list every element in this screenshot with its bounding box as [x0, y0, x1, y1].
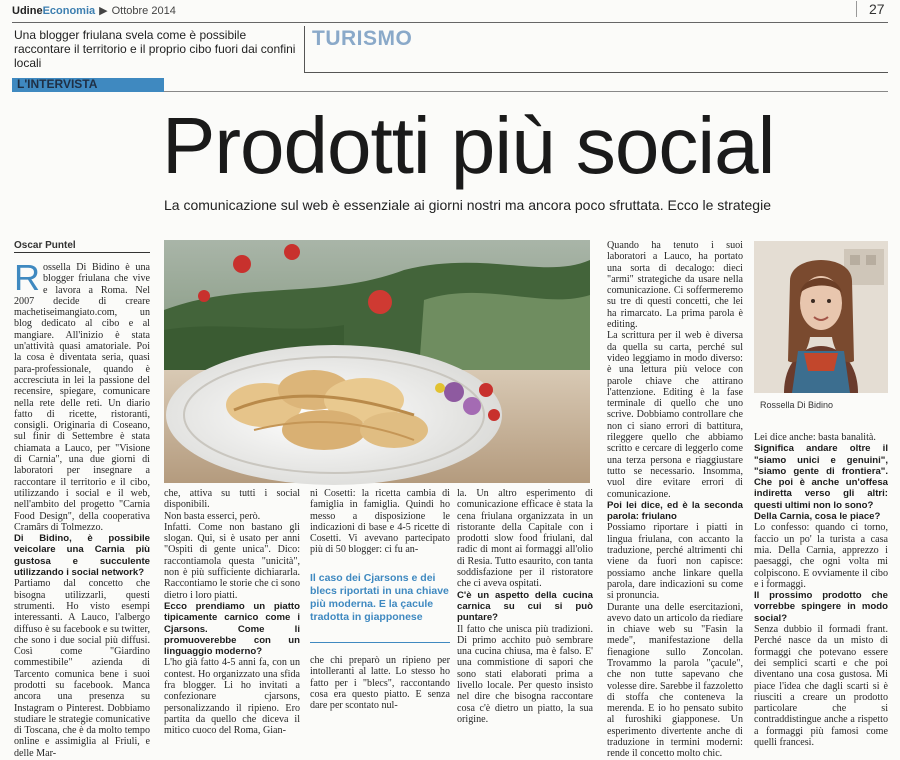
food-photo-illustration — [164, 240, 590, 483]
masthead-arrow: ▶ — [99, 5, 108, 17]
answer: L'ho già fatto 4-5 anni fa, con un contest. Ho organizzato una sfida fra blogger. Li ho invitati a confezionare cjarsons, personalizzando il ripieno. Ero partita da quello che diceva il mitico cuoco del Roma, Gian- — [164, 657, 300, 737]
column-4 — [457, 488, 593, 725]
deck: La comunicazione sul web è essenziale ai giorni nostri ma ancora poco sfruttata. Ecco le strategie — [164, 197, 771, 213]
column-3 — [310, 488, 450, 564]
intro-text: ossella Di Bidino è una blogger friulana che vive e lavora a Roma. Nel 2007 decide di creare machetiseimangiato.com, un blog dedicato al cibo e al mangiare. All'inizio è stata un'attività quasi amatoriale. Poi la cosa è diventata seria, quasi para-professionale, quando è accresciuta in lei la passione del recensire, spiegare, comunicare nella rete delle reti. Un diario fatto di ricette, ristoranti, consigli. Originaria di Coseano, sul finir di Settembre è stata chiamata a Lauco, per "Visione di Carnia", una due giorni di laboratori per insegnare a raccontare il territorio e il cibo, utilizzando i social e il web, nell'ambito del progetto "Carnia Food Design", della cooperativa Cramârs di Tolmezzo. — [14, 262, 150, 533]
intro-paragraph — [14, 257, 150, 533]
pull-quote: Il caso dei Cjarsons e dei blecs riportati in una chiave più moderna. E la çacule tradotta in giapponese — [310, 572, 449, 623]
masthead-udine: Udine — [12, 5, 43, 17]
paragraph: Non basta esserci, però. — [164, 510, 261, 522]
tag-rule — [164, 91, 888, 92]
question: Della Carnia, cosa le piace? — [754, 511, 881, 523]
dropcap: R — [14, 257, 40, 298]
answer: Possiamo riportare i piatti in lingua friulana, con accanto la traduzione, perché altrimenti chi viene da fuori non capisce: possiamo anche linkare quella parola, dare indicazioni su come si pronuncia. — [607, 522, 743, 602]
author: Oscar Puntel — [14, 240, 150, 253]
column-1 — [14, 257, 150, 759]
answer: Lo confesso: quando ci torno, faccio un po' la turista a casa mia. Della Carnia, apprezzo i paesaggi, che ogni volta mi colpiscono. E ovviamente il cibo e i formaggi. — [754, 522, 888, 590]
question: Il prossimo prodotto che vorrebbe spingere in modo social? — [754, 590, 888, 624]
teaser-separator — [304, 26, 305, 72]
answer: Il fatto che unisca più tradizioni. Di primo acchito può sembrare una cucina chiusa, ma è falso. E' una commistione di sapori che sono stati elaborati prima a livello locale. Per questo insisto nel dire che bisogna raccontare cosa c'è dietro un piatto, la sua origine. — [457, 623, 593, 725]
column-5 — [607, 240, 743, 760]
question: Di Bidino, è possibile veicolare una Carnia più gustosa e succulente utilizzando i social network? — [14, 533, 150, 579]
masthead-economia: Economia — [42, 5, 96, 17]
paragraph: Infatti. Come non bastano gli slogan. Qui, si è usato per anni "Ospiti di gente unica". Dico: raccontiamola questa "unicità", non è più sufficiente dichiararla. Raccontiamo le storie che ci sono dietro i loro piatti. — [164, 521, 300, 601]
paragraph: che, attiva su tutti i social disponibili. — [164, 488, 300, 511]
food-photo — [164, 240, 590, 483]
question: Significa andare oltre il "siamo unici e genuini", "siamo gente di frontiera". Che poi è anche un'offesa indiretta verso gli altri: questi ultimi non lo sono? — [754, 443, 888, 511]
question: Poi lei dice, ed è la seconda parola: friulano — [607, 499, 743, 523]
question: Ecco prendiamo un piatto tipicamente carnico come i Cjarsons. Come li promuoverebbe con un linguaggio moderno? — [164, 600, 300, 658]
paragraph: che chi preparò un ripieno per intolleranti al latte. Lo stesso ho fatto per i "blecs", raccontando cosa era questo piatto. E senza dare per scontato nul- — [310, 655, 450, 712]
portrait-caption: Rossella Di Bidino — [760, 400, 834, 410]
column-3-bottom — [310, 655, 450, 720]
masthead — [12, 4, 176, 17]
paragraph: Lei dice anche: basta banalità. — [754, 432, 876, 443]
paragraph: la. Un altro esperimento di comunicazione efficace è stata la cena friulana organizzata in un ristorante della Capitale con i prodotti slow food friulani, dal radic di mont ai formaggi all'olio di Resia. Tutto esaurito, con tanta soddisfazione per il ristoratore che ci aveva ospitati. — [457, 488, 593, 590]
pull-quote-rule — [310, 642, 450, 643]
paragraph: ni Cosetti: la ricetta cambia di famiglia in famiglia. Quindi ho messo a disposizione le indicazioni di base e 4-5 ricette di Cosetti. Vi avevano partecipato più di 50 blogger: ci fu an- — [310, 488, 450, 556]
teaser: Una blogger friulana svela come è possibile raccontare il territorio e il proprio cibo fuori dai confini locali — [14, 28, 296, 70]
headline: Prodotti più social — [162, 101, 775, 190]
question: C'è un aspetto della cucina carnica su cui si può puntare? — [457, 589, 593, 624]
answer: Senza dubbio il formadi frant. Perché nasce da un misto di formaggi che potevano essere dei semplici scarti e che poi diventano una cosa gustosa. Mi piace l'idea che dagli scarti si è riusciti a creare un prodotto particolare che si contraddistingue anche a rispetto a formaggi più famosi come quelli francesi. — [754, 624, 888, 749]
portrait-photo — [754, 241, 888, 393]
masthead-date: Ottobre 2014 — [111, 5, 176, 17]
section-rule — [304, 72, 888, 73]
paragraph: La scrittura per il web è diversa da quella su carta, perché sul video leggiamo in modo diverso: è una lettura più veloce con parole chiave che attirano l'attenzione. Editing è la fase terminale di quello che uno scrive. Dobbiamo controllare che non ci siano errori di battitura, rileggere quello che abbiamo scritto e cercare di leggerlo come una terza persona e riaggiustare tutto se necessario. Insomma, vuol dire evitare errori di comunicazione. — [607, 330, 743, 500]
paragraph: Quando ha tenuto i suoi laboratori a Lauco, ha portato una sorta di decalogo: dieci "armi" strategiche da usare nella comunicazione. Ci soffermeremo su tre di questi concetti, che lei ha rimarcato. La prima parola è editing. — [607, 240, 743, 331]
column-6 — [754, 432, 888, 749]
column-2 — [164, 488, 300, 737]
top-rule — [12, 22, 888, 23]
tag-label: L'INTERVISTA — [17, 77, 98, 91]
answer: Partiamo dal concetto che bisogna utilizzarli, questi strumenti. Ho visto esempi interessanti. A Lauco, l'albergo diffuso è su facebook e su twitter, che sono i due social più diffusi. Così come "Giardino commestibile" azienda di Tarcento comunica bene i suoi prodotti su facebook. Manca ancora una presenza su Instagram o Pinterest. Dobbiamo studiare le strategie comunicative di Toscana, che è da molto tempo online e assimiglia al Friuli, e delle Mar- — [14, 578, 150, 759]
page-number: 27 — [856, 1, 885, 17]
portrait-illustration — [754, 241, 888, 393]
section-title: TURISMO — [312, 27, 413, 50]
paragraph: Durante una delle esercitazioni, avevo dato un articolo da riediare in chiave web su "Fasin la mede", manifestazione della fienagione sullo Zoncolan. Trovammo la parola "çacule", che non tutte sapevano che volesse dire. Sarebbe il fazzoletto di stoffa che conteneva la merenda. E io ho pensato subito al furoshiki giapponese. Un esperimento divertente anche di traduzione in termini moderni: rende il concetto molto chic. — [607, 601, 743, 760]
